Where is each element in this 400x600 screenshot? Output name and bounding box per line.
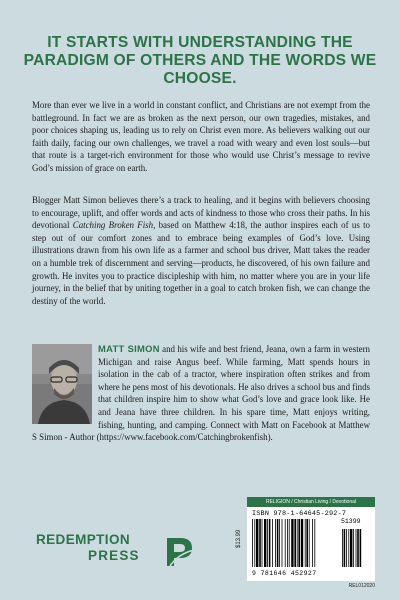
category-strip: RELIGION / Christian Living / Devotional (247, 497, 375, 507)
price-label: $13.99 (236, 529, 242, 548)
author-bio-text: and his wife and best friend, Jeana, own a farm in western Michigan and raise Angus beef. While farming, Matt spends hours in isolation in the cab of a tractor, where inspiration often strikes and from where he pens most of his devotionals. He also drives a school bus and finds that children inspire him to show what God’s love and grace look like. He and Jeana have three children. In his spare time, Matt enjoys writing, fishing, hunting, and camping. Connect with Matt on Facebook at Matthew S Simon - Author (https://www.facebook.com/Catchingbrokenfish). (32, 344, 370, 443)
publisher-p-mark-icon (164, 536, 196, 566)
book-title: Catching Broken Fish (72, 220, 154, 231)
author-name: MATT SIMON (98, 343, 160, 354)
publisher-name-line-2: PRESS (88, 548, 140, 563)
back-cover-headline: IT STARTS WITH UNDERSTANDING THE PARADIGM OF OTHERS AND THE WORDS WE CHOOSE. (23, 34, 377, 87)
price-addon-code: 51399 (341, 518, 361, 525)
publisher-logo (36, 532, 208, 572)
blurb-paragraph-2-rest: , based on Matthew 4:18, the author inspires each of us to step out of our comfort zones and to embrace being examples of God’s love. Using illustrations drawn from his own life as a farmer and school bus driver, Matt takes the reader on a humble trek of discernment and serving—products, he discovered, of his own failure and growth. He invites you to practice discipleship with him, no matter where you are in your life journey, in the belief that by uniting together in a goal to catch broken fish, we can change the destiny of the world. (32, 220, 370, 306)
blurb-paragraph-2-lead: Blogger Matt Simon believes there’s a track to healing, and it begins with believers choosing to encourage, uplift, and offer words and acts of kindness to those who cross their paths. In his devotional (32, 195, 370, 231)
barcode (247, 507, 375, 581)
barcode-panel (247, 497, 375, 593)
blurb-paragraph-1: More than ever we live in a world in constant conflict, and Christians are not exempt from the battleground. In fact we are as broken as the next person, our own tragedies, mistakes, and poor choices shaping us, leading us to rely on Christ even more. As believers walking out our faith daily, facing our own challenges, we travel a road with weary and even lost souls—but that route is a target-rich environment for those who would use Christ’s message to revive God’s mission of grace on earth. (32, 100, 370, 173)
ean-digits: 9 781646 452927 (252, 570, 317, 577)
author-bio (32, 343, 370, 444)
blurb-paragraph-2 (32, 194, 370, 307)
reorder-code: REL012020 (348, 583, 375, 589)
isbn-text: ISBN 978-1-64645-292-7 (252, 510, 347, 518)
publisher-name-line-1: REDEMPTION (36, 532, 131, 547)
barcode-bars (252, 519, 370, 569)
